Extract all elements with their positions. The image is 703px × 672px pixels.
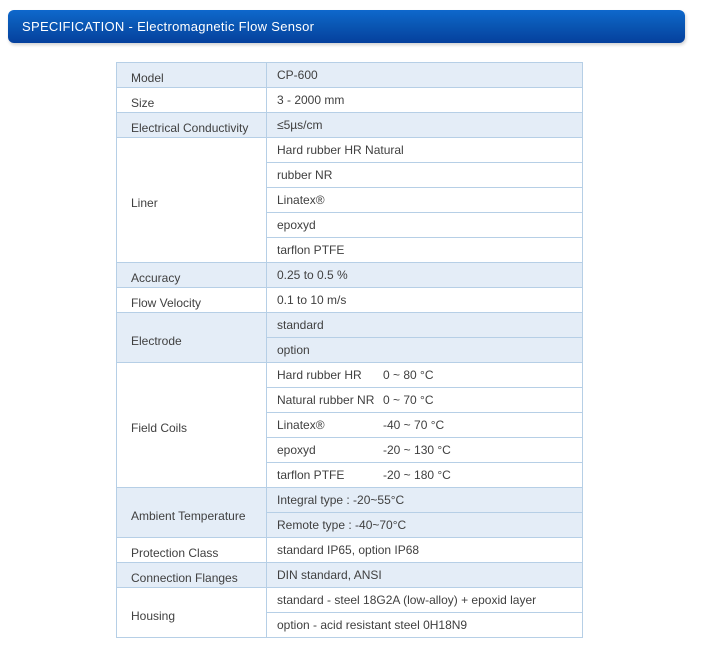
- spec-row-label: Electrical Conductivity: [117, 113, 267, 138]
- field-coil-material: epoxyd: [277, 443, 316, 457]
- spec-value-cell: 0.1 to 10 m/s: [267, 288, 583, 313]
- spec-row-label: Ambient Temperature: [117, 488, 267, 538]
- spec-row-label: Electrode: [117, 313, 267, 363]
- spec-value-cell: tarflon PTFE: [267, 238, 583, 263]
- spec-row-label: Accuracy: [117, 263, 267, 288]
- field-coil-material: tarflon PTFE: [277, 468, 345, 482]
- table-row: [117, 138, 583, 163]
- spec-value-cell: CP-600: [267, 63, 583, 88]
- spec-value-cell: [267, 388, 583, 413]
- spec-value-cell: standard: [267, 313, 583, 338]
- spec-row-label: Size: [117, 88, 267, 113]
- spec-value-cell: [267, 413, 583, 438]
- table-row: [117, 588, 583, 613]
- spec-value-cell: option: [267, 338, 583, 363]
- spec-table-body: [117, 63, 583, 638]
- table-row: [117, 63, 583, 88]
- spec-value-cell: [267, 438, 583, 463]
- field-coil-temp-range: 0 ~ 80 °C: [383, 368, 434, 382]
- table-row: [117, 563, 583, 588]
- spec-value-cell: 0.25 to 0.5 %: [267, 263, 583, 288]
- field-coil-material: Linatex®: [277, 418, 325, 432]
- spec-value-cell: rubber NR: [267, 163, 583, 188]
- table-row: [117, 313, 583, 338]
- table-row: [117, 488, 583, 513]
- spec-value-cell: Remote type : -40~70°C: [267, 513, 583, 538]
- spec-value-cell: DIN standard, ANSI: [267, 563, 583, 588]
- spec-value-cell: ≤5µs/cm: [267, 113, 583, 138]
- table-row: [117, 263, 583, 288]
- header-bar: [8, 10, 685, 43]
- spec-row-label: Connection Flanges: [117, 563, 267, 588]
- spec-value-cell: standard - steel 18G2A (low-alloy) + epoxid layer: [267, 588, 583, 613]
- spec-value-cell: option - acid resistant steel 0H18N9: [267, 613, 583, 638]
- spec-value-cell: standard IP65, option IP68: [267, 538, 583, 563]
- spec-value-cell: [267, 363, 583, 388]
- field-coil-temp-range: 0 ~ 70 °C: [383, 393, 434, 407]
- table-row: [117, 538, 583, 563]
- spec-value-cell: Linatex®: [267, 188, 583, 213]
- field-coil-material: Hard rubber HR: [277, 368, 362, 382]
- table-row: [117, 363, 583, 388]
- table-row: [117, 88, 583, 113]
- table-row: [117, 288, 583, 313]
- spec-row-label: Model: [117, 63, 267, 88]
- field-coil-material: Natural rubber NR: [277, 393, 375, 407]
- page-title: SPECIFICATION - Electromagnetic Flow Sensor: [22, 19, 315, 34]
- spec-value-cell: epoxyd: [267, 213, 583, 238]
- spec-row-label: Flow Velocity: [117, 288, 267, 313]
- field-coil-temp-range: -20 ~ 180 °C: [383, 468, 451, 482]
- spec-row-label: Housing: [117, 588, 267, 638]
- spec-table: [116, 62, 583, 638]
- spec-table-container: [116, 62, 703, 638]
- spec-value-cell: 3 - 2000 mm: [267, 88, 583, 113]
- spec-row-label: Protection Class: [117, 538, 267, 563]
- spec-row-label: Field Coils: [117, 363, 267, 488]
- spec-value-cell: [267, 463, 583, 488]
- spec-row-label: Liner: [117, 138, 267, 263]
- field-coil-temp-range: -20 ~ 130 °C: [383, 443, 451, 457]
- table-row: [117, 113, 583, 138]
- spec-value-cell: Hard rubber HR Natural: [267, 138, 583, 163]
- field-coil-temp-range: -40 ~ 70 °C: [383, 418, 445, 432]
- spec-value-cell: Integral type : -20~55°C: [267, 488, 583, 513]
